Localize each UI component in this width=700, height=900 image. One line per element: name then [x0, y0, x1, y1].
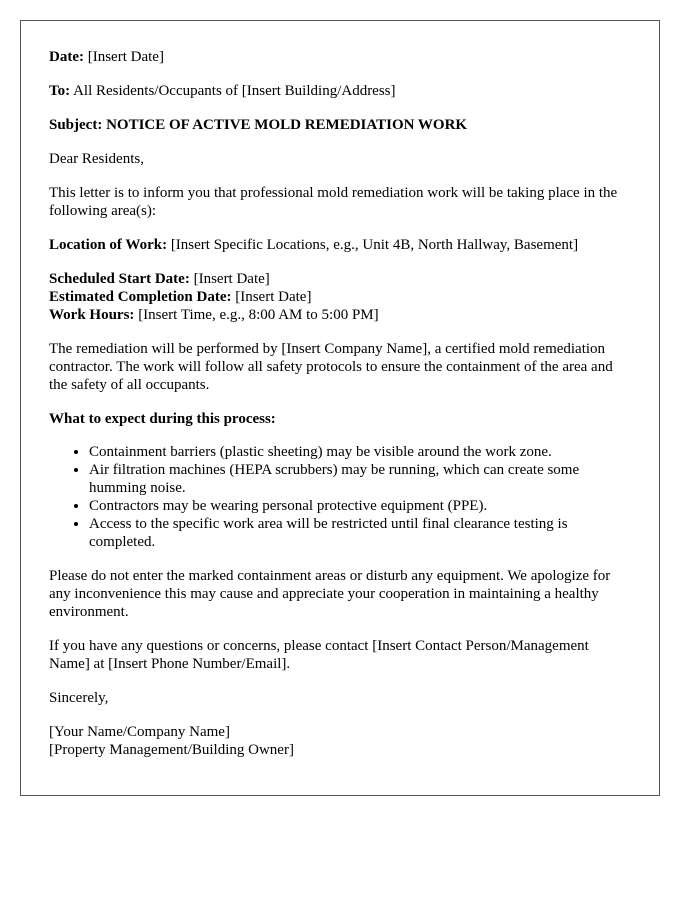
location-value: [Insert Specific Locations, e.g., Unit 4B, North Hallway, Basement]	[170, 237, 579, 253]
start-date-line	[49, 270, 631, 288]
date-line	[49, 48, 631, 66]
completion-date-value: [Insert Date]	[235, 289, 312, 305]
location-line	[49, 236, 631, 254]
subject-value: NOTICE OF ACTIVE MOLD REMEDIATION WORK	[106, 117, 468, 133]
completion-date-label: Estimated Completion Date:	[49, 289, 232, 305]
signature-block	[49, 723, 631, 759]
contractor-paragraph: The remediation will be performed by [Insert Company Name], a certified mold remediation contractor. The work will follow all safety protocols to ensure the containment of the area and the safety of all occupants.	[49, 341, 613, 393]
expect-heading: What to expect during this process:	[49, 411, 276, 427]
warning-paragraph: Please do not enter the marked containment areas or disturb any equipment. We apologize for any inconvenience this may cause and appreciate your cooperation in maintaining a healthy environment.	[49, 568, 611, 620]
letter-document	[20, 20, 660, 796]
schedule-block	[49, 270, 631, 324]
work-hours-value: [Insert Time, e.g., 8:00 AM to 5:00 PM]	[138, 307, 379, 323]
intro-paragraph: This letter is to inform you that professional mold remediation work will be taking place in the following area(s):	[49, 185, 618, 219]
to-value: All Residents/Occupants of [Insert Building/Address]	[73, 83, 396, 99]
completion-date-line	[49, 288, 631, 306]
signature-title: [Property Management/Building Owner]	[49, 742, 294, 758]
date-value: [Insert Date]	[87, 49, 164, 65]
subject-line	[49, 116, 631, 134]
list-item: • Air filtration machines (HEPA scrubbers) may be running, which can create some humming noise.	[89, 461, 631, 497]
to-label: To:	[49, 83, 71, 99]
start-date-value: [Insert Date]	[193, 271, 270, 287]
location-label: Location of Work:	[49, 237, 168, 253]
expect-list	[49, 443, 631, 551]
list-item: • Contractors may be wearing personal protective equipment (PPE).	[89, 497, 631, 515]
recipient-line	[49, 82, 631, 100]
start-date-label: Scheduled Start Date:	[49, 271, 190, 287]
work-hours-label: Work Hours:	[49, 307, 135, 323]
list-item: • Containment barriers (plastic sheeting) may be visible around the work zone.	[89, 443, 631, 461]
work-hours-line	[49, 306, 631, 324]
greeting: Dear Residents,	[49, 151, 144, 167]
signoff: Sincerely,	[49, 690, 109, 706]
list-item: • Access to the specific work area will be restricted until final clearance testing is completed.	[89, 515, 631, 551]
contact-paragraph: If you have any questions or concerns, please contact [Insert Contact Person/Management Name] at [Insert Phone Number/Email].	[49, 638, 589, 672]
signature-name: [Your Name/Company Name]	[49, 724, 230, 740]
date-label: Date:	[49, 49, 84, 65]
subject-label: Subject:	[49, 117, 103, 133]
